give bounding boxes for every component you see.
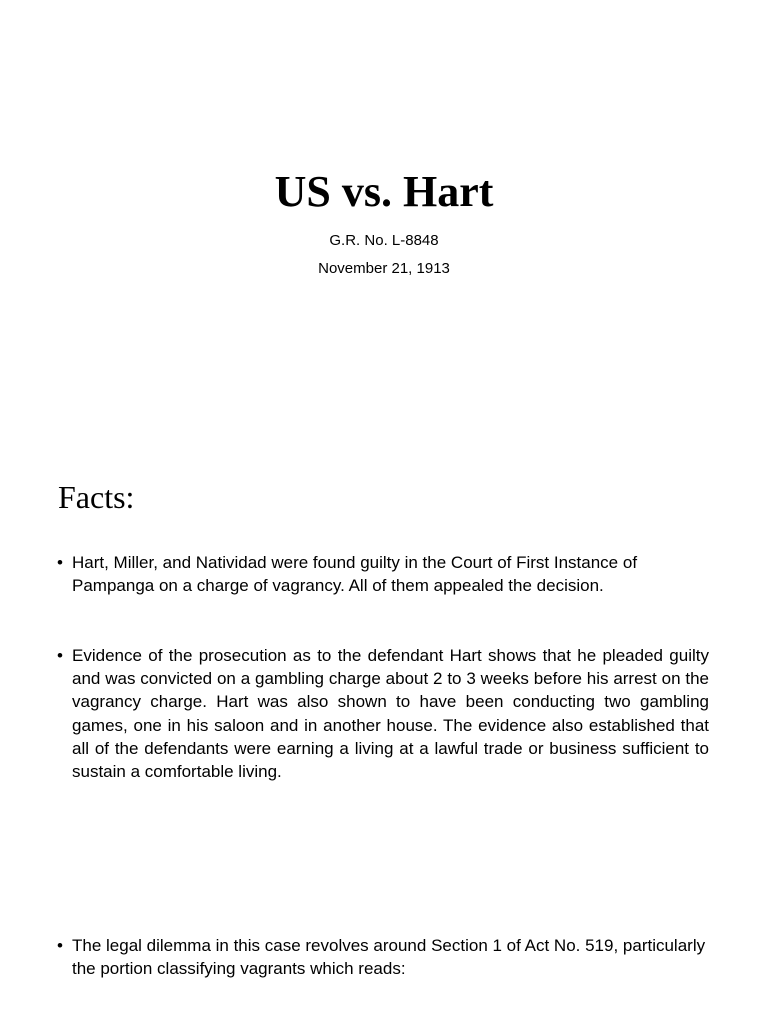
decision-date: November 21, 1913: [318, 260, 450, 277]
bullet-item: [57, 551, 709, 597]
case-number: G.R. No. L-8848: [329, 232, 439, 249]
bullet-item: [57, 934, 709, 980]
bullet-icon: •: [57, 646, 63, 665]
slide-title: US vs. Hart: [274, 167, 494, 216]
bullet-item: [57, 644, 709, 783]
bullet-icon: •: [57, 936, 63, 955]
bullet-text: Evidence of the prosecution as to the defendant Hart shows that he pleaded guilty and was convicted on a gambling charge about 2 to 3 weeks before his arrest on the vagrancy charge. Hart was also shown to have been conducting two gambling games, one in his saloon and in another house. The evidence also established that all of the defendants were earning a living at a lawful trade or business sufficient to sustain a comfortable living.: [72, 646, 709, 782]
bullet-text: The legal dilemma in this case revolves around Section 1 of Act No. 519, particularly the portion classifying vagrants which reads:: [72, 936, 706, 979]
bullet-text: Hart, Miller, and Natividad were found guilty in the Court of First Instance of Pampanga on a charge of vagrancy. All of them appealed the decision.: [72, 553, 638, 596]
facts-heading: Facts:: [58, 479, 135, 515]
bullet-icon: •: [57, 553, 63, 572]
